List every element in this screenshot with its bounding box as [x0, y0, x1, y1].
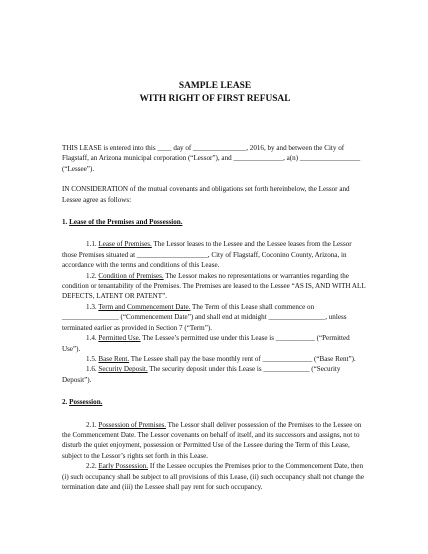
clause-1-4-label: Permitted Use. — [98, 334, 141, 343]
clause-1-5-number: 1.5. — [86, 354, 97, 363]
clause-1-1-text: The Lessor leases to the Lessee and the Lessee leases from the Lessor those Premises situated at ____________________, City of Flagstaff, Coconino County, Arizona, in accordance with the terms and conditions of this Lease. — [62, 240, 352, 270]
section-1-heading — [62, 217, 368, 227]
clause-1-6-number: 1.6. — [86, 365, 97, 374]
clause-2-2-label: Early Possession. — [98, 462, 149, 471]
consideration-paragraph: IN CONSIDERATION of the mutual covenants and obligations set forth hereinbelow, the Lessor and Lessee agree as follows: — [62, 185, 350, 204]
clause-1-2-text: The Lessor makes no representations or warranties regarding the condition or tenantability of the Premises. The Premises are leased to the Lessee “AS IS, AND WITH ALL DEFECTS, LATENT OR PATENT”. — [62, 271, 366, 301]
clause-2-1 — [62, 420, 368, 462]
clause-1-2 — [62, 271, 368, 302]
title-line-2: WITH RIGHT OF FIRST REFUSAL — [139, 94, 291, 104]
clause-2-1-label: Possession of Premises. — [98, 420, 167, 429]
clause-1-3-label: Term and Commencement Date. — [98, 302, 191, 311]
clause-1-2-number: 1.2. — [86, 271, 97, 280]
clause-2-1-number: 2.1. — [86, 420, 97, 429]
clause-1-1-number: 1.1. — [86, 240, 97, 249]
section-1-number: 1. — [62, 218, 68, 227]
clause-2-2 — [62, 461, 368, 492]
clause-1-3-text: The Term of this Lease shall commence on ________________ (“Commencement Date”) and shall end at midnight ________________, unless terminated earlier as provided in Section 7 (“Term”). — [62, 302, 347, 332]
clause-1-6-label: Security Deposit. — [98, 365, 148, 374]
clause-2-1-text: The Lessor shall deliver possession of the Premises to the Lessee on the Commencement Date. The Lessor covenants on behalf of itself, and its successors and assigns, not to disturb the quiet enjoyment, possession or Permitted Use of the Lessee during the Term of this Lease, subject to the Lessor’s rights set forth in this Lease. — [62, 420, 362, 460]
clause-1-3 — [62, 302, 368, 333]
intro-paragraph: THIS LEASE is entered into this ____ day of _______________, 2016, by and between the City of Flagstaff, an Arizona municipal corporation (“Lessor”), and ______________, a(n) _________________ (“Lessee”). — [62, 144, 361, 173]
clause-1-3-number: 1.3. — [86, 302, 97, 311]
clause-1-5-text: The Lessee shall pay the base monthly rent of ______________ (“Base Rent”). — [129, 354, 356, 363]
section-1-title: Lease of the Premises and Possession. — [69, 218, 183, 227]
section-2-title: Possession. — [69, 398, 103, 407]
clause-1-6 — [62, 364, 368, 385]
clause-1-2-label: Condition of Premises. — [98, 271, 164, 280]
clause-1-5-label: Base Rent. — [98, 354, 130, 363]
clause-2-2-text: If the Lessee occupies the Premises prior to the Commencement Date, then (i) such occupancy shall be subject to all provisions of this Lease, (ii) such occupancy shall not change the termination date and (iii) the Lessee shall pay rent for such occupancy. — [62, 462, 364, 491]
clause-1-1 — [62, 239, 368, 270]
section-2-number: 2. — [62, 398, 68, 407]
clause-1-5 — [62, 354, 368, 364]
clause-1-4 — [62, 333, 368, 354]
section-2-heading — [62, 397, 368, 407]
title-line-1: SAMPLE LEASE — [178, 81, 252, 91]
clause-2-2-number: 2.2. — [86, 462, 97, 471]
clause-1-6-text: The security deposit under this Lease is _____________ (“Security Deposit”). — [62, 365, 341, 384]
document-title — [62, 80, 368, 106]
clause-1-4-text: The Lessee’s permitted use under this Lease is ___________ (“Permitted Use”). — [62, 334, 350, 353]
clause-1-4-number: 1.4. — [86, 334, 97, 343]
clause-1-1-label: Lease of Premises. — [98, 240, 152, 249]
